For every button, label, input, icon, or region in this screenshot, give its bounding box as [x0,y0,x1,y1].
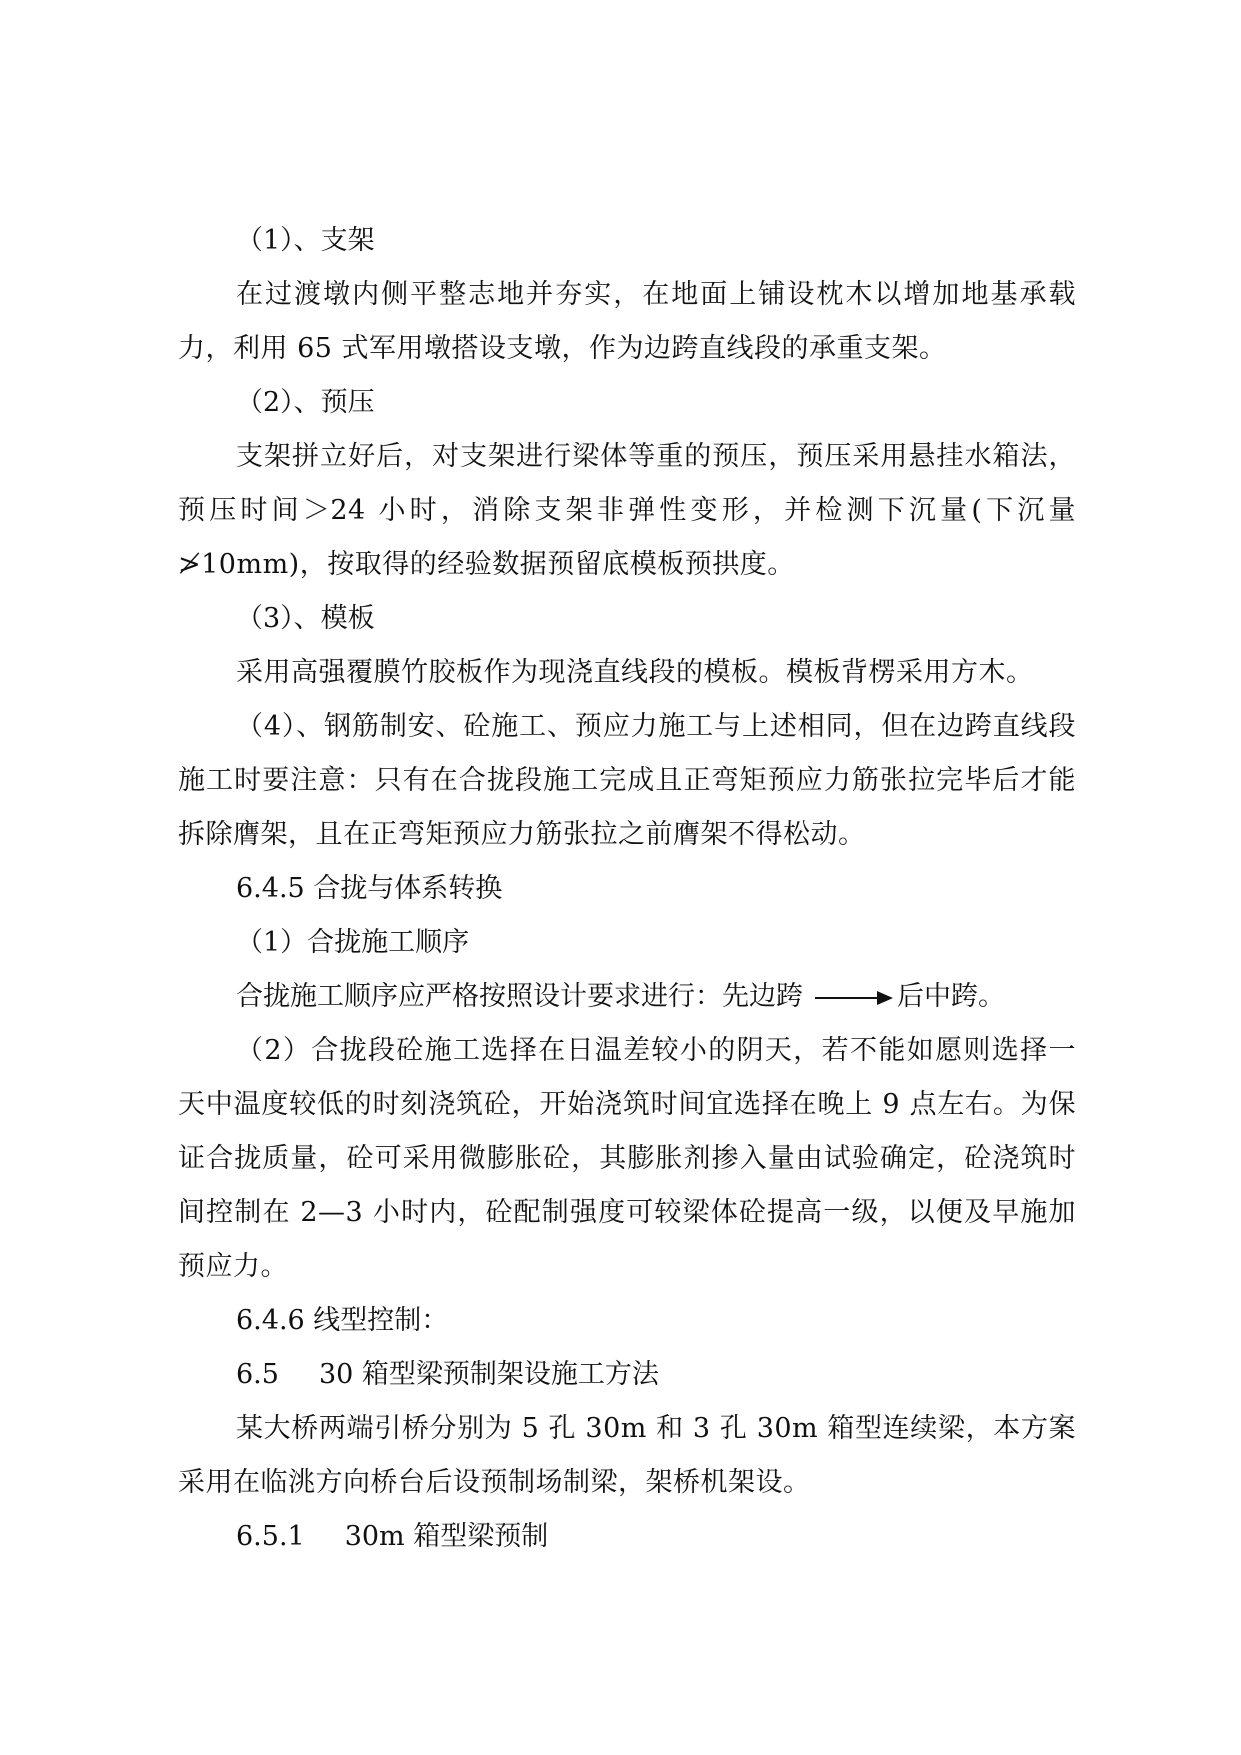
closure-concrete-paragraph: （2）合拢段砼施工选择在日温差较小的阴天，若不能如愿则选择一天中温度较低的时刻浇筑砼，开始浇筑时间宜选择在晚上 9 点左右。为保证合拢质量，砼可采用微膨胀砼，其膨胀剂掺入量由试验确定，砼浇筑时间控制在 2—3 小时内，砼配制强度可较梁体砼提高一级，以便及早施加预应力。 [178,1035,1076,1282]
section-6-5-1-title: 30m 箱型梁预制 [344,1521,549,1552]
support-paragraph: 在过渡墩内侧平整志地并夯实，在地面上铺设枕木以增加地基承载力，利用 65 式军用墩搭设支墩，作为边跨直线段的承重支架。 [178,279,1076,364]
closure-sequence-heading: （1）合拢施工顺序 [236,927,470,958]
preload-paragraph: 支架拼立好后，对支架进行梁体等重的预压，预压采用悬挂水箱法，预压时间＞24 小时，消除支架非弹性变形，并检测下沉量(下沉量≯10mm)，按取得的经验数据预留底模板预拱度。 [178,441,1076,580]
closure-sequence-text-after: 后中跨。 [897,981,1005,1012]
section-6-4-6-heading: 6.4.6 线型控制： [236,1305,449,1336]
item-preload-heading: （2）、预压 [236,387,375,418]
closure-sequence-text-before: 合拢施工顺序应严格按照设计要求进行：先边跨 [236,981,803,1012]
section-6-4-5-heading: 6.4.5 合拢与体系转换 [236,873,503,904]
section-6-5-heading [178,1348,1076,1402]
section-6-5-1-heading [178,1510,1076,1564]
section-6-5-title: 30 箱型梁预制架设施工方法 [318,1359,659,1390]
closure-sequence-paragraph [178,970,1076,1024]
rebar-paragraph: （4）、钢筋制安、砼施工、预应力施工与上述相同，但在边跨直线段施工时要注意：只有在合拢段施工完成且正弯矩预应力筋张拉完毕后才能拆除膺架，且在正弯矩预应力筋张拉之前膺架不得松动。 [178,711,1076,850]
document-body [178,214,1076,1564]
item-formwork-heading: （3）、模板 [236,603,375,634]
right-arrow-icon [815,988,893,1008]
approach-bridge-paragraph: 某大桥两端引桥分别为 5 孔 30m 和 3 孔 30m 箱型连续梁，本方案采用在临洮方向桥台后设预制场制梁，架桥机架设。 [178,1413,1076,1498]
item-support-heading: （1）、支架 [236,225,375,256]
section-6-5-1-number: 6.5.1 [236,1521,305,1552]
section-6-5-number: 6.5 [236,1359,279,1390]
formwork-paragraph: 采用高强覆膜竹胶板作为现浇直线段的模板。模板背楞采用方木。 [236,657,1034,688]
